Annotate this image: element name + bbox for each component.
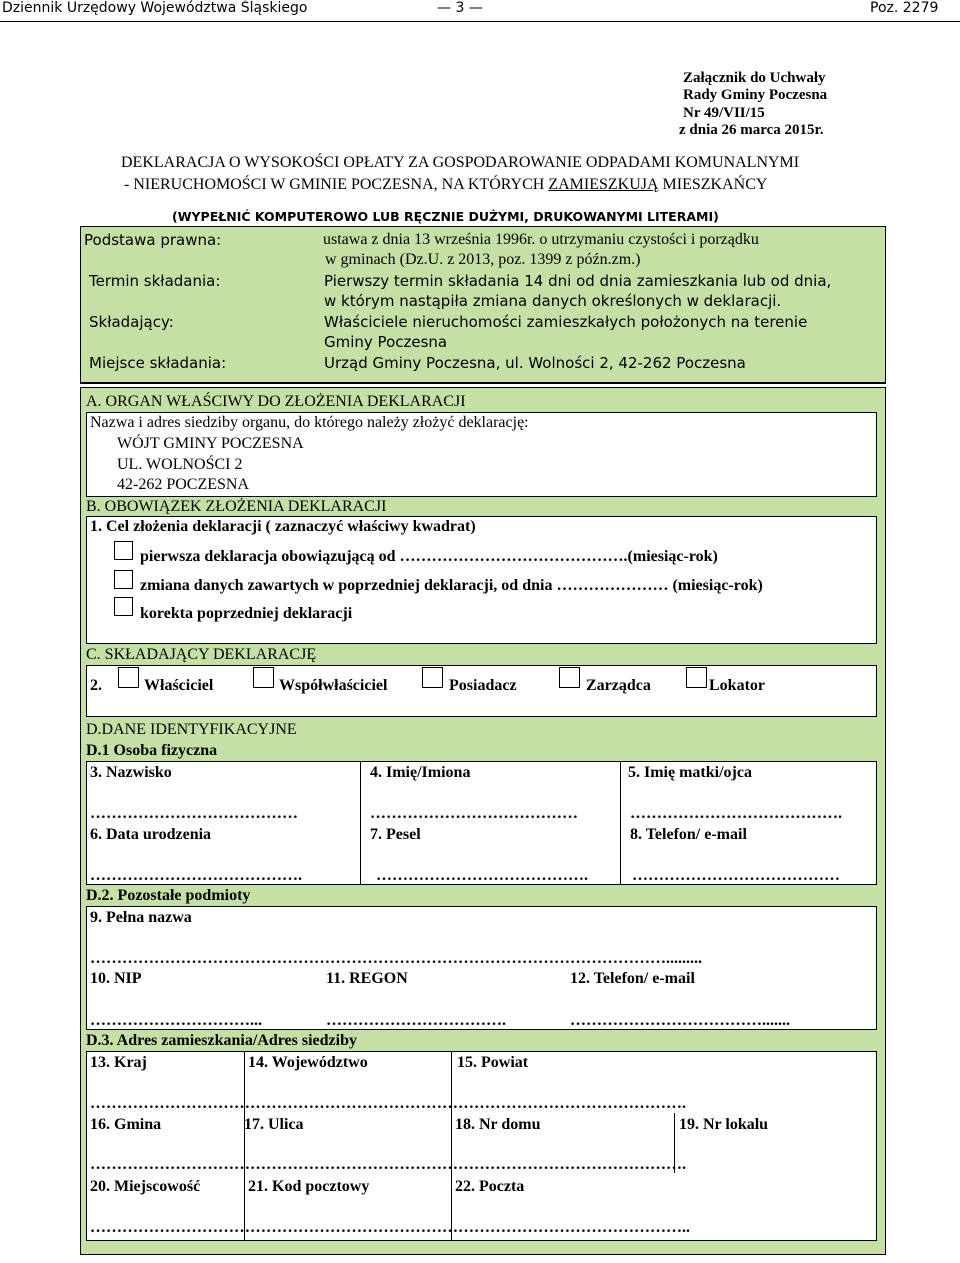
title-line-2: - NIERUCHOMOŚCI W GMINIE POCZESNA, NA KTÓRYCH ZAMIESZKUJĄ MIESZKAŃCY [124,176,768,193]
owner-label: Właściciel [144,677,214,694]
person-divider-1 [360,761,361,885]
submitter-number: 2. [90,677,102,694]
full-name-field[interactable]: ………………………………………………………………………………………………......... [90,950,702,967]
nip-field[interactable]: …………………………... [90,1012,262,1029]
entity-phone-field[interactable]: ………………………………....... [570,1012,790,1029]
co-owner-label: Współwłaściciel [279,677,388,694]
regon-label: 11. REGON [326,970,408,987]
country-label: 13. Kraj [90,1054,147,1071]
basis-label: Podstawa prawna: [84,231,222,249]
correction-label: korekta poprzedniej deklaracji [140,605,353,622]
section-d1-heading: D.1 Osoba fizyczna [86,742,218,759]
address-row-1-field[interactable]: …………………………………………………………………………………………………. [90,1095,686,1112]
parent-name-label: 5. Imię matki/ojca [628,764,752,781]
house-number-label: 18. Nr domu [455,1116,541,1133]
section-b-heading: B. OBOWIĄZEK ZŁOŻENIA DEKLARACJI [86,498,387,515]
section-a-heading: A. ORGAN WŁAŚCIWY DO ZŁOŻENIA DEKLARACJI [86,393,466,410]
section-d3-heading: D.3. Adres zamieszkania/Adres siedziby [86,1032,357,1049]
first-name-label: 4. Imię/Imiona [370,764,471,781]
address-divider-2 [451,1051,452,1241]
surname-label: 3. Nazwisko [90,764,172,781]
annex-line-2: Rady Gminy Poczesna [683,87,828,103]
section-c-heading: C. SKŁADAJĄCY DEKLARACJĘ [86,646,317,663]
basis-line-2: w gminach (Dz.U. z 2013, poz. 1399 z późn.zm.) [325,251,641,268]
correction-checkbox[interactable] [114,597,133,616]
data-change-checkbox[interactable] [114,570,133,589]
section-d2-heading: D.2. Pozostałe podmioty [86,887,251,904]
surname-field[interactable]: ………………………………… [90,805,298,822]
pesel-field[interactable]: …………………………………. [376,867,588,884]
postal-code-label: 21. Kod pocztowy [248,1178,370,1195]
authority-city: 42-262 POCZESNA [117,476,250,493]
first-declaration-checkbox[interactable] [114,541,133,560]
post-office-label: 22. Poczta [455,1178,525,1195]
holder-label: Posiadacz [449,677,517,694]
street-label: 17. Ulica [244,1116,304,1133]
authority-street: UL. WOLNOŚCI 2 [117,456,243,473]
address-row-3-field[interactable]: ………………………………………………………………………………………………….. [90,1219,690,1236]
journal-title: Dziennik Urzędowy Województwa Śląskiego [2,0,308,16]
county-label: 15. Powiat [457,1054,529,1071]
page-number: — 3 — [437,0,483,16]
tenant-label: Lokator [709,677,765,694]
term-label: Termin składania: [89,272,221,290]
birth-date-label: 6. Data urodzenia [90,826,212,843]
purpose-label: 1. Cel złożenia deklaracji ( zaznaczyć właściwy kwadrat) [90,518,476,535]
annex-line-4: z dnia 26 marca 2015r. [679,122,824,138]
apartment-number-label: 19. Nr lokalu [679,1116,769,1133]
position-number: Poz. 2279 [870,0,939,16]
term-line-2: w którym nastąpiła zmiana danych określonych w deklaracji. [324,292,782,310]
birth-date-field[interactable]: …………………………………. [90,867,302,884]
owner-checkbox[interactable] [118,667,139,688]
tenant-checkbox[interactable] [686,667,707,688]
header-rule [0,21,960,22]
authority-prompt: Nazwa i adres siedziby organu, do którego należy złożyć deklarację: [90,414,529,431]
manager-label: Zarządca [586,677,651,694]
place-label: Miejsce składania: [89,354,227,372]
manager-checkbox[interactable] [559,667,580,688]
annex-line-1: Załącznik do Uchwały [683,70,826,86]
address-row-2-field[interactable]: …………………………………………………………………………………………………. [90,1156,686,1173]
submitter-line-2: Gminy Poczesna [324,333,448,351]
person-divider-2 [620,761,621,885]
term-line-1: Pierwszy termin składania 14 dni od dnia zamieszkania lub od dnia, [324,272,832,290]
full-name-label: 9. Pełna nazwa [90,909,192,926]
co-owner-checkbox[interactable] [253,667,274,688]
title-line-1: DEKLARACJA O WYSOKOŚCI OPŁATY ZA GOSPODAROWANIE ODPADAMI KOMUNALNYMI [121,154,800,171]
fill-instruction: (WYPEŁNIĆ KOMPUTEROWO LUB RĘCZNIE DUŻYMI, DRUKOWANYMI LITERAMI) [172,209,719,224]
first-name-field[interactable]: ………………………………… [370,805,578,822]
place-value: Urząd Gminy Poczesna, ul. Wolności 2, 42-262 Poczesna [324,354,746,372]
regon-field[interactable]: ……………………………. [326,1012,506,1029]
holder-checkbox[interactable] [422,667,443,688]
phone-email-field[interactable]: ………………………………… [632,867,840,884]
phone-email-label: 8. Telefon/ e-mail [630,826,747,843]
voivodeship-label: 14. Województwo [248,1054,368,1071]
first-declaration-label: pierwsza deklaracja obowiązującą od …………………………………….(miesiąc-rok) [140,548,718,565]
commune-label: 16. Gmina [90,1116,162,1133]
pesel-label: 7. Pesel [370,826,421,843]
authority-name: WÓJT GMINY POCZESNA [117,435,304,452]
data-change-label: zmiana danych zawartych w poprzedniej deklaracji, od dnia ………………… (miesiąc-rok) [140,577,763,594]
entity-phone-label: 12. Telefon/ e-mail [570,970,695,987]
basis-line-1: ustawa z dnia 13 września 1996r. o utrzymaniu czystości i porządku [323,231,759,248]
annex-line-3: Nr 49/VII/15 [683,105,765,121]
address-divider-1 [244,1051,245,1241]
submitter-line-1: Właściciele nieruchomości zamieszkałych położonych na terenie [324,313,808,331]
locality-label: 20. Miejscowość [90,1178,201,1195]
address-box [86,1051,877,1241]
nip-label: 10. NIP [90,970,142,987]
section-d-heading: D.DANE IDENTYFIKACYJNE [86,721,297,738]
parent-name-field[interactable]: …………………………………. [630,805,842,822]
submitter-label: Składający: [89,313,174,331]
